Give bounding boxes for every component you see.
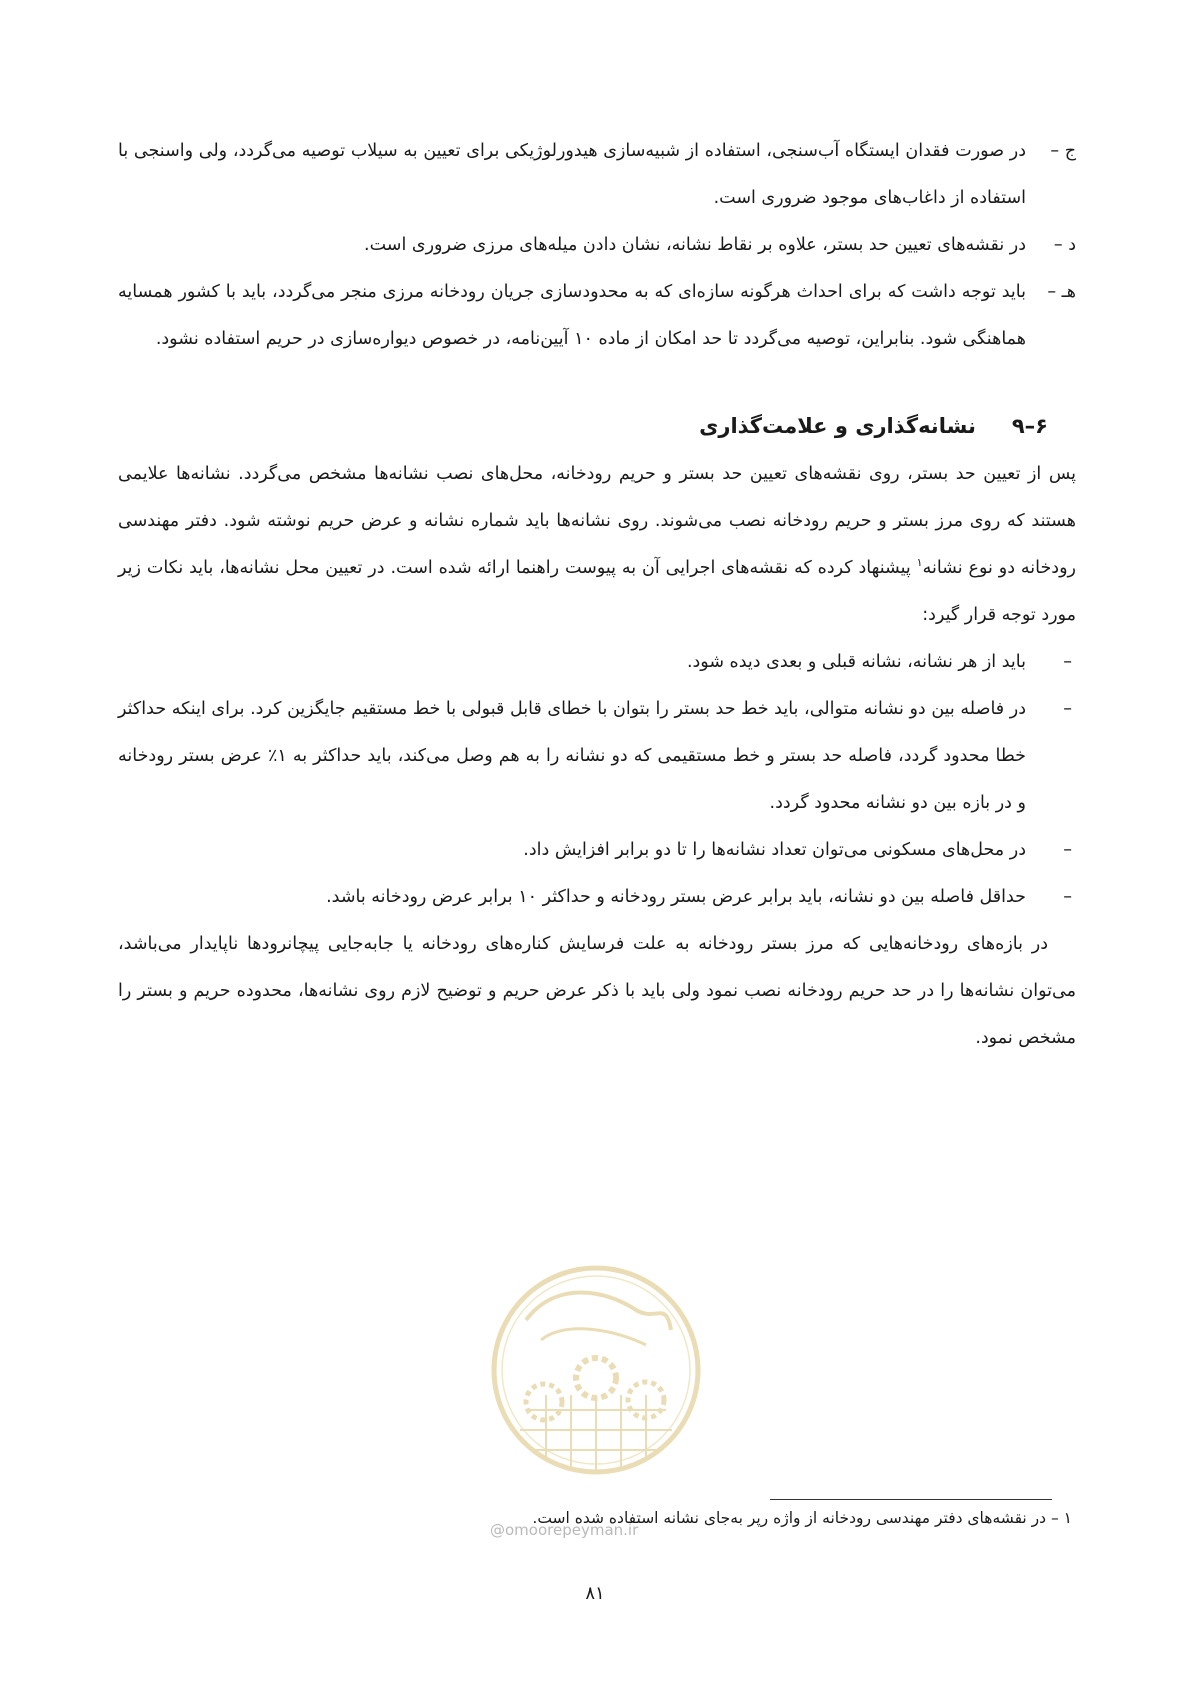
bullet-text: در فاصله بین دو نشانه متوالی، باید خط حد بستر را بتوان با خطای قابل قبولی با خط مستقیم جایگزین کرد. برای اینکه حداکثر خطا محدود گردد، فاصله حد بستر و خط مستقیمی که دو نشانه را به هم وصل می‌کند، باید حداکثر به ۱٪ عرض بستر رودخانه و در بازه بین دو نشانه محدود گردد. (118, 699, 1026, 813)
intro-paragraph (118, 451, 1076, 639)
list-item-text: در صورت فقدان ایستگاه آب‌سنجی، استفاده از شبیه‌سازی هیدورلوژیکی برای تعیین به سیلاب توصیه می‌گردد، ولی واسنجی با استفاده از داغاب‌های موجود ضروری است. (118, 141, 1026, 208)
bullet-item (118, 686, 1076, 827)
footnote-text: ۱ – در نقشه‌های دفتر مهندسی رودخانه از واژه رپر به‌جای نشانه استفاده شده است. (532, 1509, 1072, 1527)
bullet-text: حداقل فاصله بین دو نشانه، باید برابر عرض بستر رودخانه و حداکثر ۱۰ برابر عرض رودخانه باشد. (326, 887, 1026, 907)
list-marker: ج – (1050, 141, 1076, 161)
page-number: ۸۱ (585, 1583, 605, 1604)
list-item-text: باید توجه داشت که برای احداث هرگونه سازه‌ای که به محدودسازی جریان رودخانه مرزی منجر می‌گردد، باید با کشور همسایه هماهنگی شود. بنابراین، توصیه می‌گردد تا حد امکان از ماده ۱۰ آیین‌نامه، در خصوص دیواره‌سازی در حریم استفاده نشود. (118, 282, 1026, 349)
bullet-marker: – (1063, 699, 1072, 719)
list-marker: د – (1053, 235, 1076, 255)
section-number: ۶–۹ (1011, 414, 1048, 438)
page-content (118, 128, 1076, 1062)
section-title: نشانه‌گذاری و علامت‌گذاری (699, 414, 976, 438)
list-item-j (118, 128, 1076, 222)
footnote-reference[interactable]: ۱ (916, 556, 923, 570)
list-item-d (118, 222, 1076, 269)
bullet-item (118, 639, 1076, 686)
bullet-item (118, 827, 1076, 874)
bullet-marker: – (1063, 887, 1072, 907)
bullet-marker: – (1063, 652, 1072, 672)
intro-text-part1: پس از تعیین حد بستر، روی نقشه‌های تعیین حد بستر و حریم رودخانه، محل‌های نصب نشانه‌ها مشخص می‌گردد. نشانه‌ها علایمی هستند که روی مرز بستر و حریم رودخانه نصب می‌شوند. روی نشانه‌ها باید شماره نشانه و عرض حریم نوشته شود. دفتر مهندسی رودخانه دو نوع نشانه (118, 464, 1076, 578)
bullet-text: باید از هر نشانه، نشانه قبلی و بعدی دیده شود. (686, 652, 1026, 672)
list-marker: هـ – (1047, 282, 1076, 302)
list-item-text: در نقشه‌های تعیین حد بستر، علاوه بر نقاط نشانه، نشان دادن میله‌های مرزی ضروری است. (364, 235, 1026, 255)
watermark-url: @omoorepeyman.ir (490, 1521, 639, 1539)
watermark-seal-logo (486, 1260, 706, 1480)
section-heading (118, 401, 1076, 451)
bullet-marker: – (1063, 840, 1072, 860)
list-item-h (118, 269, 1076, 363)
closing-paragraph: در بازه‌های رودخانه‌هایی که مرز بستر رودخانه به علت فرسایش کناره‌های رودخانه یا جابه‌جایی پیچانرودها ناپایدار می‌باشد، می‌توان نشانه‌ها را در حد حریم رودخانه نصب نمود ولی باید با ذکر عرض حریم و توضیح لازم روی نشانه‌ها، محدوده حریم و بستر را مشخص نمود. (118, 934, 1076, 1048)
bullet-text: در محل‌های مسکونی می‌توان تعداد نشانه‌ها را تا دو برابر افزایش داد. (523, 840, 1026, 860)
bullet-item (118, 874, 1076, 921)
intro-text-part2: پیشنهاد کرده که نقشه‌های اجرایی آن به پیوست راهنما ارائه شده است. در تعیین محل نشانه‌ها، باید نکات زیر مورد توجه قرار گیرد: (118, 558, 1076, 625)
